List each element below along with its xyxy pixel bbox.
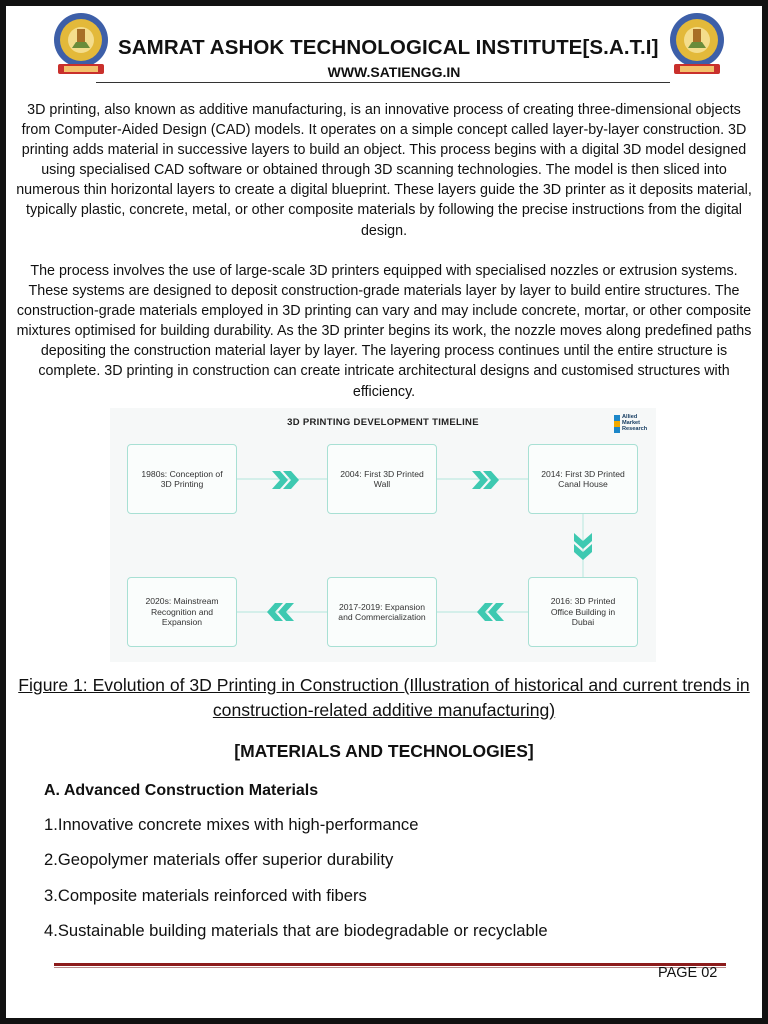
timeline-node-2004: 2004: First 3D Printed Wall — [327, 444, 437, 514]
list-item: 3.Composite materials reinforced with fibers — [44, 886, 367, 905]
section-title: [MATERIALS AND TECHNOLOGIES] — [234, 741, 534, 761]
logo-word-1: Allied — [622, 414, 638, 420]
intro-paragraph: 3D printing, also known as additive manufacturing, is an innovative process of creating three-dimensional objects from Computer-Aided Design (CAD) models. It operates on a simple concept called layer-by-layer construction. 3D printing adds material in successive layers to build an object. This process begins with a digital 3D model designed using specialised CAD software or obtained through 3D scanning technologies. The model is then sliced into numerous thin horizontal layers to create a digital blueprint. These layers guide the 3D printer as it deposits material, typically plastic, concrete, metal, or other composite materials by following the precise instructions from the digital design. — [16, 102, 752, 239]
footer-rule-shadow — [54, 967, 726, 968]
footer-rule — [54, 963, 726, 966]
logo-word-3: Research — [622, 426, 648, 432]
header-divider — [96, 82, 670, 83]
institute-website[interactable]: WWW.SATIENGG.IN — [327, 64, 461, 80]
list-item: 2.Geopolymer materials offer superior durability — [44, 850, 394, 869]
timeline-node-2014: 2014: First 3D Printed Canal House — [528, 444, 638, 514]
timeline-figure — [110, 408, 656, 662]
chevron-right-icon — [472, 471, 499, 489]
sati-emblem-icon — [52, 12, 110, 80]
institute-name: SAMRAT ASHOK TECHNOLOGICAL INSTITUTE[S.A.T.I] — [118, 36, 659, 59]
sati-emblem-icon — [668, 12, 726, 80]
subheading: A. Advanced Construction Materials — [44, 782, 319, 799]
process-paragraph: The process involves the use of large-scale 3D printers equipped with specialised nozzles or extrusion systems. These systems are designed to deposit construction-grade materials layer by layer to build entire structures. The construction-grade materials employed in 3D printing can vary and may include concrete, mortar, or other composite mixtures optimised for building durability. As the 3D printer begins its work, the nozzle moves along predefined paths depositing the construction material layer by layer. The layering process continues until the entire structure is complete. 3D printing in construction can create intricate architectural designs and customised structures with efficiency. — [16, 263, 752, 400]
list-item: 4.Sustainable building materials that are biodegradable or recyclable — [44, 921, 548, 940]
timeline-node-2016: 2016: 3D Printed Office Building in Dubai — [528, 577, 638, 647]
timeline-node-2017-2019: 2017-2019: Expansion and Commercialization — [327, 577, 437, 647]
timeline-node-2020s: 2020s: Mainstream Recognition and Expansion — [127, 577, 237, 647]
timeline-node-1980s: 1980s: Conception of 3D Printing — [127, 444, 237, 514]
chevron-right-icon — [272, 471, 299, 489]
logo-word-2: Market — [622, 420, 641, 426]
figure-title: 3D PRINTING DEVELOPMENT TIMELINE — [287, 417, 479, 428]
page-number: PAGE 02 — [658, 965, 718, 981]
figure-caption: Figure 1: Evolution of 3D Printing in Construction (Illustration of historical and current trends in construction-related additive manufacturing) — [18, 675, 750, 720]
list-item: 1.Innovative concrete mixes with high-performance — [44, 815, 419, 834]
